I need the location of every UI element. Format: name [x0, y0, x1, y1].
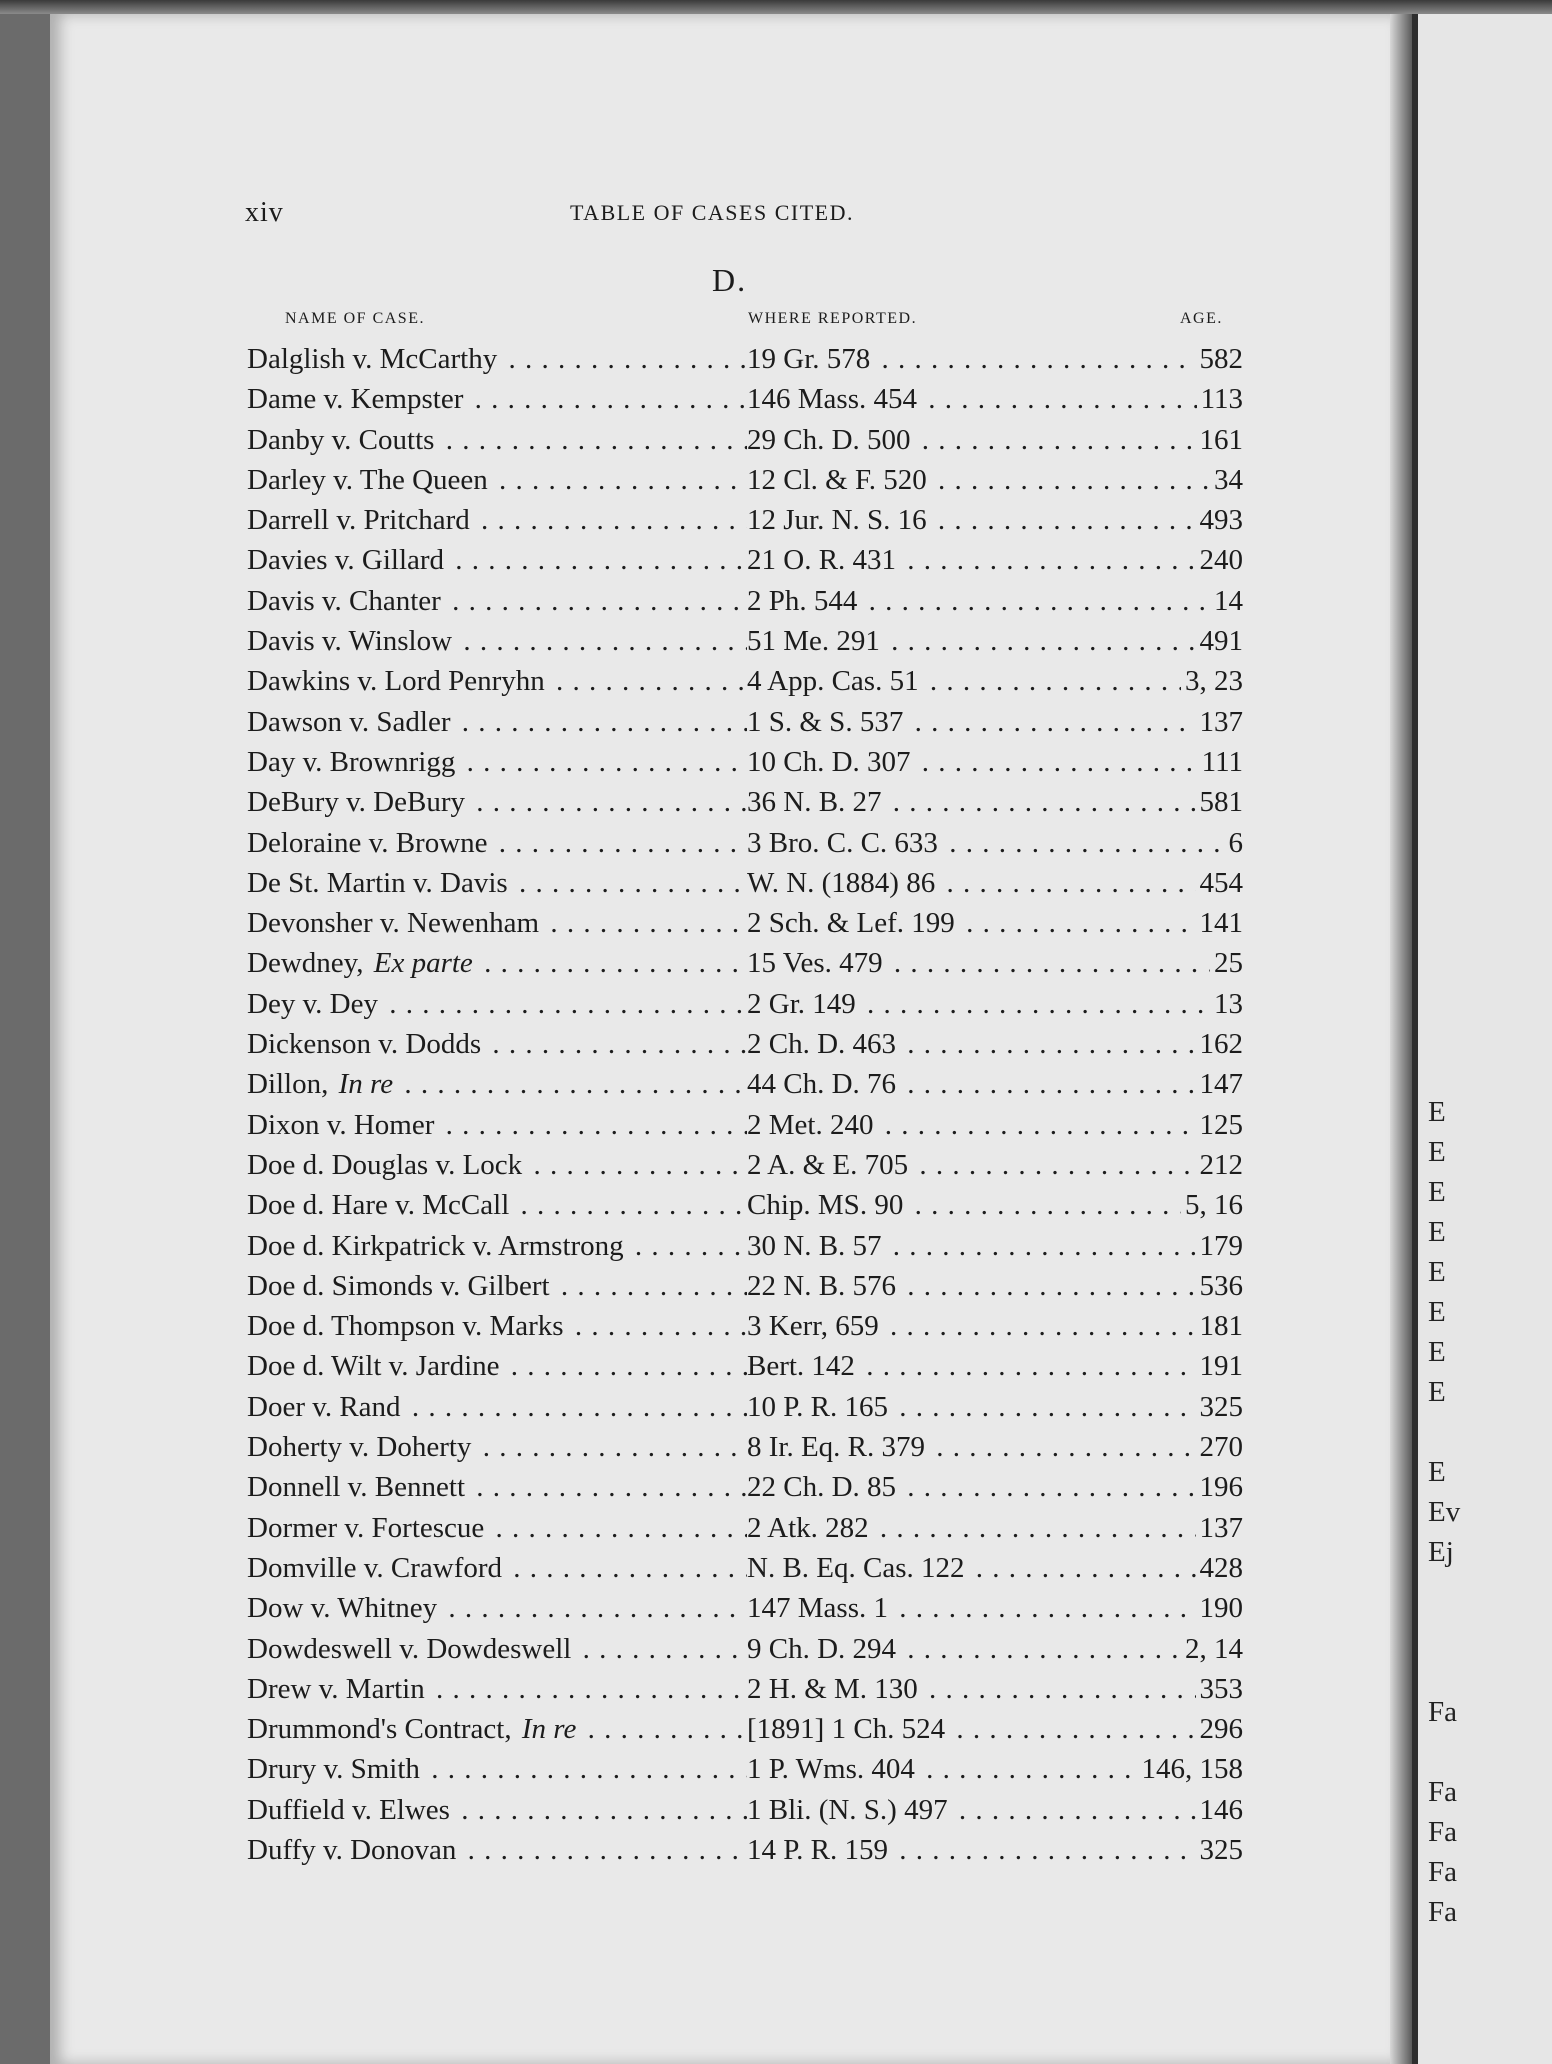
- case-page: 113: [1197, 379, 1243, 419]
- case-report-text: 19 Gr. 578: [747, 343, 873, 375]
- case-row: [247, 1427, 1243, 1467]
- case-report-text: 2 H. & M. 130: [747, 1673, 921, 1705]
- case-report: [747, 943, 1237, 983]
- case-name-text: Devonsher v. Newenham: [247, 907, 542, 939]
- case-name: [247, 984, 747, 1024]
- case-report: [747, 742, 1237, 782]
- case-row: [247, 460, 1243, 500]
- case-name: [247, 742, 747, 782]
- case-page: 491: [1196, 621, 1244, 661]
- case-page: 428: [1196, 1548, 1244, 1588]
- facing-page-fragment: E: [1428, 1216, 1446, 1248]
- case-name: [247, 500, 747, 540]
- case-list: [247, 339, 1243, 1870]
- case-page: 137: [1196, 1508, 1244, 1548]
- case-report: [747, 1105, 1237, 1145]
- case-page: 2, 14: [1181, 1629, 1243, 1669]
- case-report: [747, 1266, 1237, 1306]
- case-name: [247, 1629, 747, 1669]
- case-report-text: 10 Ch. D. 307: [747, 746, 914, 778]
- case-name: [247, 420, 747, 460]
- case-name-text: Dixon v. Homer: [247, 1109, 437, 1141]
- case-report: [747, 1467, 1237, 1507]
- case-name-text: Duffield v. Elwes: [247, 1794, 453, 1826]
- case-name: [247, 1266, 747, 1306]
- case-report: [747, 540, 1237, 580]
- case-name-text: Dow v. Whitney: [247, 1592, 440, 1624]
- case-report: [747, 339, 1237, 379]
- case-report-text: 29 Ch. D. 500: [747, 424, 914, 456]
- case-report-text: 2 Gr. 149: [747, 988, 859, 1020]
- facing-page-fragment: E: [1428, 1376, 1446, 1408]
- case-row: [247, 1266, 1243, 1306]
- case-row: [247, 420, 1243, 460]
- case-name-text: Dormer v. Fortescue: [247, 1512, 487, 1544]
- case-report-text: 44 Ch. D. 76: [747, 1068, 899, 1100]
- facing-page-fragment: E: [1428, 1296, 1446, 1328]
- case-report-text: Chip. MS. 90: [747, 1189, 906, 1221]
- case-row: [247, 339, 1243, 379]
- case-row: [247, 1306, 1243, 1346]
- facing-page-fragment: E: [1428, 1176, 1446, 1208]
- case-row: [247, 1145, 1243, 1185]
- case-report: [747, 379, 1237, 419]
- case-row: [247, 1508, 1243, 1548]
- case-report: [747, 1830, 1237, 1870]
- case-name: [247, 661, 747, 701]
- case-report-text: 12 Cl. & F. 520: [747, 464, 930, 496]
- case-name-text: Drew v. Martin: [247, 1673, 428, 1705]
- case-name: [247, 540, 747, 580]
- case-name: [247, 379, 747, 419]
- case-name-text: Dawson v. Sadler: [247, 706, 454, 738]
- facing-page-fragment: Ev: [1428, 1496, 1461, 1528]
- case-report-text: 3 Bro. C. C. 633: [747, 827, 941, 859]
- case-name: [247, 943, 747, 983]
- case-page: 582: [1196, 339, 1244, 379]
- case-name-text: Donnell v. Bennett: [247, 1471, 468, 1503]
- case-report-text: [1891] 1 Ch. 524: [747, 1713, 948, 1745]
- case-name-text: Day v. Brownrigg: [247, 746, 458, 778]
- case-row: [247, 1548, 1243, 1588]
- case-report-text: 147 Mass. 1: [747, 1592, 891, 1624]
- case-report: [747, 1709, 1237, 1749]
- case-report-text: 51 Me. 291: [747, 625, 883, 657]
- case-page: 137: [1196, 702, 1244, 742]
- case-name-italic: In re: [515, 1713, 580, 1745]
- case-row: [247, 1024, 1243, 1064]
- case-name: [247, 903, 747, 943]
- case-report-text: 21 O. R. 431: [747, 544, 899, 576]
- case-report-text: 14 P. R. 159: [747, 1834, 891, 1866]
- facing-page-fragment: E: [1428, 1456, 1446, 1488]
- case-name-text: De St. Martin v. Davis: [247, 867, 511, 899]
- case-page: 3, 23: [1181, 661, 1243, 701]
- column-header-where: WHERE REPORTED.: [748, 310, 918, 327]
- case-report: [747, 581, 1237, 621]
- case-name-text: Doherty v. Doherty: [247, 1431, 474, 1463]
- case-report-text: 10 P. R. 165: [747, 1391, 891, 1423]
- case-row: [247, 943, 1243, 983]
- case-report: [747, 1306, 1237, 1346]
- running-head: [245, 197, 1245, 233]
- case-report-text: 36 N. B. 27: [747, 786, 885, 818]
- case-name: [247, 460, 747, 500]
- case-report: [747, 661, 1237, 701]
- case-name: [247, 1226, 747, 1266]
- case-page: 181: [1196, 1306, 1244, 1346]
- case-report: [747, 702, 1237, 742]
- case-row: [247, 702, 1243, 742]
- facing-page-fragment: Fa: [1428, 1856, 1457, 1888]
- column-header-name: NAME OF CASE.: [285, 310, 425, 327]
- case-name-text: Doe d. Douglas v. Lock: [247, 1149, 525, 1181]
- case-name: [247, 621, 747, 661]
- case-name: [247, 1427, 747, 1467]
- case-name: [247, 1346, 747, 1386]
- case-name: [247, 1830, 747, 1870]
- facing-page-fragment: E: [1428, 1336, 1446, 1368]
- case-report: [747, 1790, 1237, 1830]
- case-row: [247, 1467, 1243, 1507]
- case-page: 325: [1196, 1830, 1244, 1870]
- case-name: [247, 1185, 747, 1225]
- case-row: [247, 1346, 1243, 1386]
- case-report: [747, 1548, 1237, 1588]
- case-report: [747, 1508, 1237, 1548]
- case-row: [247, 500, 1243, 540]
- case-name: [247, 702, 747, 742]
- case-page: 141: [1196, 903, 1244, 943]
- case-report: [747, 1387, 1237, 1427]
- case-row: [247, 621, 1243, 661]
- facing-page-fragment: E: [1428, 1136, 1446, 1168]
- case-name: [247, 1548, 747, 1588]
- case-page: 125: [1196, 1105, 1244, 1145]
- case-name-text: Dewdney,: [247, 947, 367, 979]
- case-name: [247, 1064, 747, 1104]
- case-name: [247, 1467, 747, 1507]
- case-report-text: 8 Ir. Eq. R. 379: [747, 1431, 928, 1463]
- case-page: 270: [1196, 1427, 1244, 1467]
- facing-page-fragment: Ej: [1428, 1536, 1454, 1568]
- case-page: 14: [1210, 581, 1243, 621]
- case-name-text: Davis v. Winslow: [247, 625, 455, 657]
- case-report: [747, 1669, 1237, 1709]
- case-row: [247, 379, 1243, 419]
- facing-page: [1418, 14, 1552, 2064]
- case-name: [247, 1508, 747, 1548]
- case-page: 325: [1196, 1387, 1244, 1427]
- case-name-text: Doe d. Thompson v. Marks: [247, 1310, 567, 1342]
- case-report-text: 2 Ph. 544: [747, 585, 860, 617]
- case-name: [247, 1306, 747, 1346]
- case-name-text: Dey v. Dey: [247, 988, 381, 1020]
- case-report: [747, 1346, 1237, 1386]
- case-name: [247, 1669, 747, 1709]
- case-row: [247, 1588, 1243, 1628]
- case-report-text: 9 Ch. D. 294: [747, 1633, 899, 1665]
- case-name-text: Doe d. Simonds v. Gilbert: [247, 1270, 553, 1302]
- case-row: [247, 823, 1243, 863]
- case-name: [247, 1709, 747, 1749]
- page-edge: [1390, 14, 1412, 2064]
- case-page: 196: [1196, 1467, 1244, 1507]
- case-page: 581: [1196, 782, 1244, 822]
- case-report-text: 22 Ch. D. 85: [747, 1471, 899, 1503]
- case-name: [247, 863, 747, 903]
- case-row: [247, 581, 1243, 621]
- case-page: 147: [1196, 1064, 1244, 1104]
- case-report: [747, 621, 1237, 661]
- case-row: [247, 1790, 1243, 1830]
- case-row: [247, 984, 1243, 1024]
- case-row: [247, 782, 1243, 822]
- case-report-text: 1 S. & S. 537: [747, 706, 906, 738]
- case-page: 536: [1196, 1266, 1244, 1306]
- case-report-text: 3 Kerr, 659: [747, 1310, 882, 1342]
- case-name: [247, 581, 747, 621]
- facing-page-fragment: Fa: [1428, 1696, 1457, 1728]
- case-name-text: Deloraine v. Browne: [247, 827, 491, 859]
- case-name-text: Dalglish v. McCarthy: [247, 343, 500, 375]
- case-report-text: 1 P. Wms. 404: [747, 1753, 918, 1785]
- case-report: [747, 1064, 1237, 1104]
- case-name: [247, 1145, 747, 1185]
- case-page: 34: [1210, 460, 1243, 500]
- case-row: [247, 1185, 1243, 1225]
- case-report-text: 2 Met. 240: [747, 1109, 876, 1141]
- case-name-text: Darley v. The Queen: [247, 464, 491, 496]
- case-report-text: 1 Bli. (N. S.) 497: [747, 1794, 951, 1826]
- case-report-text: 146 Mass. 454: [747, 383, 920, 415]
- facing-page-fragment: Fa: [1428, 1896, 1457, 1928]
- case-report: [747, 420, 1237, 460]
- case-name-text: DeBury v. DeBury: [247, 786, 468, 818]
- case-name: [247, 339, 747, 379]
- case-report: [747, 1145, 1237, 1185]
- case-name: [247, 1387, 747, 1427]
- case-name: [247, 823, 747, 863]
- case-name: [247, 1749, 747, 1789]
- case-page: 6: [1225, 823, 1244, 863]
- case-name-text: Domville v. Crawford: [247, 1552, 505, 1584]
- case-report-text: 2 A. & E. 705: [747, 1149, 911, 1181]
- case-name-text: Davis v. Chanter: [247, 585, 444, 617]
- case-page: 296: [1196, 1709, 1244, 1749]
- case-page: 212: [1196, 1145, 1244, 1185]
- case-page: 161: [1196, 420, 1244, 460]
- case-name-text: Dame v. Kempster: [247, 383, 466, 415]
- case-name: [247, 1588, 747, 1628]
- page-number: xiv: [245, 197, 284, 228]
- case-report: [747, 1427, 1237, 1467]
- case-page: 240: [1196, 540, 1244, 580]
- case-report: [747, 863, 1237, 903]
- case-report-text: 4 App. Cas. 51: [747, 665, 922, 697]
- case-report-text: 22 N. B. 576: [747, 1270, 899, 1302]
- case-report: [747, 1588, 1237, 1628]
- case-report-text: N. B. Eq. Cas. 122: [747, 1552, 968, 1584]
- case-name-text: Dawkins v. Lord Penryhn: [247, 665, 548, 697]
- case-row: [247, 1064, 1243, 1104]
- case-row: [247, 1105, 1243, 1145]
- case-name-text: Doer v. Rand: [247, 1391, 404, 1423]
- case-name-italic: In re: [331, 1068, 396, 1100]
- case-page: 146: [1196, 1790, 1244, 1830]
- case-name-italic: Ex parte: [367, 947, 476, 979]
- case-report-text: 12 Jur. N. S. 16: [747, 504, 930, 536]
- case-report: [747, 903, 1237, 943]
- case-page: 25: [1210, 943, 1243, 983]
- case-report: [747, 1024, 1237, 1064]
- case-row: [247, 1629, 1243, 1669]
- case-row: [247, 903, 1243, 943]
- case-report: [747, 782, 1237, 822]
- case-row: [247, 540, 1243, 580]
- scan-border: [0, 0, 1552, 14]
- case-name-text: Doe d. Wilt v. Jardine: [247, 1350, 503, 1382]
- case-page: 162: [1196, 1024, 1244, 1064]
- case-report-text: W. N. (1884) 86: [747, 867, 938, 899]
- facing-page-fragment: E: [1428, 1096, 1446, 1128]
- case-row: [247, 1749, 1243, 1789]
- case-name-text: Doe d. Kirkpatrick v. Armstrong: [247, 1230, 627, 1262]
- facing-page-fragment: Fa: [1428, 1816, 1457, 1848]
- case-report: [747, 500, 1237, 540]
- case-page: 13: [1210, 984, 1243, 1024]
- column-header-page: AGE.: [1180, 310, 1223, 327]
- case-name-text: Drummond's Contract,: [247, 1713, 515, 1745]
- case-page: 146, 158: [1138, 1749, 1244, 1789]
- case-report-text: 2 Ch. D. 463: [747, 1028, 899, 1060]
- case-name: [247, 1790, 747, 1830]
- case-report-text: Bert. 142: [747, 1350, 858, 1382]
- case-report: [747, 984, 1237, 1024]
- case-report-text: 2 Atk. 282: [747, 1512, 872, 1544]
- case-row: [247, 1830, 1243, 1870]
- case-page: 190: [1196, 1588, 1244, 1628]
- section-letter: D.: [712, 262, 748, 298]
- case-name: [247, 1105, 747, 1145]
- facing-page-fragment: E: [1428, 1256, 1446, 1288]
- case-name-text: Doe d. Hare v. McCall: [247, 1189, 512, 1221]
- case-row: [247, 661, 1243, 701]
- case-name-text: Duffy v. Donovan: [247, 1834, 459, 1866]
- case-row: [247, 1387, 1243, 1427]
- case-report: [747, 460, 1237, 500]
- case-page: 5, 16: [1181, 1185, 1243, 1225]
- case-page: 111: [1198, 742, 1243, 782]
- case-row: [247, 1669, 1243, 1709]
- case-report-text: 15 Ves. 479: [747, 947, 886, 979]
- facing-page-fragment: Fa: [1428, 1776, 1457, 1808]
- case-name-text: Drury v. Smith: [247, 1753, 423, 1785]
- case-name-text: Darrell v. Pritchard: [247, 504, 473, 536]
- case-row: [247, 863, 1243, 903]
- case-row: [247, 742, 1243, 782]
- case-name-text: Dickenson v. Dodds: [247, 1028, 484, 1060]
- case-name-text: Davies v. Gillard: [247, 544, 447, 576]
- case-name-text: Dillon,: [247, 1068, 331, 1100]
- case-name: [247, 782, 747, 822]
- case-page: 191: [1196, 1346, 1244, 1386]
- case-report: [747, 823, 1237, 863]
- case-name-text: Danby v. Coutts: [247, 424, 437, 456]
- case-report-text: 2 Sch. & Lef. 199: [747, 907, 958, 939]
- case-page: 493: [1196, 500, 1244, 540]
- case-name: [247, 1024, 747, 1064]
- case-report: [747, 1185, 1237, 1225]
- case-name-text: Dowdeswell v. Dowdeswell: [247, 1633, 574, 1665]
- case-report-text: 30 N. B. 57: [747, 1230, 885, 1262]
- case-row: [247, 1226, 1243, 1266]
- case-row: [247, 1709, 1243, 1749]
- case-report: [747, 1226, 1237, 1266]
- page-title: TABLE OF CASES CITED.: [570, 200, 854, 225]
- case-page: 179: [1196, 1226, 1244, 1266]
- case-report: [747, 1629, 1237, 1669]
- case-page: 454: [1196, 863, 1244, 903]
- case-page: 353: [1196, 1669, 1244, 1709]
